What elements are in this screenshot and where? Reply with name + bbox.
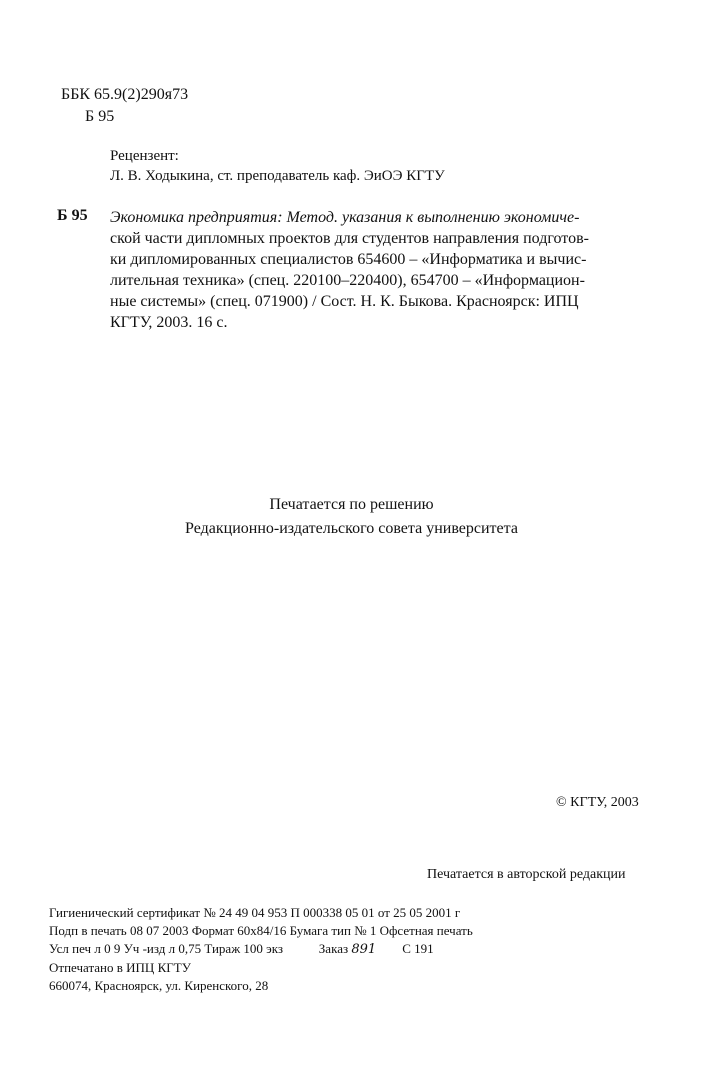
entry-title-text: Экономика предприятия: Метод. указания к выполнению экономиче- (110, 209, 580, 226)
entry-code: Б 95 (57, 207, 88, 224)
hygiene-certificate: Гигиенический сертификат № 24 49 04 953 П 000338 05 01 от 25 05 2001 г (49, 905, 461, 920)
print-signed-line: Подп в печать 08 07 2003 Формат 60x84/16 Бумага тип № 1 Офсетная печать (49, 923, 473, 938)
approval-line-2: Редакционно-издательского совета университета (185, 520, 518, 537)
bbk-author-mark: Б 95 (85, 108, 115, 125)
approval-line-1: Печатается по решению (269, 496, 434, 513)
reviewer-name: Л. В. Ходыкина, ст. преподаватель каф. ЭиОЭ КГТУ (110, 168, 445, 184)
copyright-notice: © КГТУ, 2003 (556, 795, 639, 810)
printer-address: 660074, Красноярск, ул. Киренского, 28 (49, 978, 269, 993)
bbk-index: ББК 65.9(2)290я73 (61, 86, 189, 103)
bibliographic-entry (110, 207, 635, 333)
entry-line: лительная техника» (спец. 220100–220400), 654700 – «Информацион- (110, 272, 585, 289)
printed-at: Отпечатано в ИПЦ КГТУ (49, 960, 191, 975)
entry-line: ской части дипломных проектов для студентов направления подготов- (110, 230, 589, 247)
entry-title (110, 207, 635, 228)
entry-line: ные системы» (спец. 071900) / Сост. Н. К. Быкова. Красноярск: ИПЦ (110, 293, 579, 310)
print-sheets: Усл печ л 0 9 Уч -изд л 0,75 Тираж 100 экз (49, 941, 284, 956)
author-edition-note: Печатается в авторской редакции (427, 867, 626, 882)
entry-line: ки дипломированных специалистов 654600 – «Информатика и вычис- (110, 251, 587, 268)
reviewer-label: Рецензент: (110, 148, 179, 164)
order-number: 891 (351, 942, 377, 957)
entry-line: КГТУ, 2003. 16 с. (110, 314, 228, 331)
print-code: С 191 (402, 941, 434, 956)
print-sheets-line (49, 940, 669, 959)
imprint-block (49, 904, 669, 995)
order-label: Заказ (318, 941, 349, 956)
